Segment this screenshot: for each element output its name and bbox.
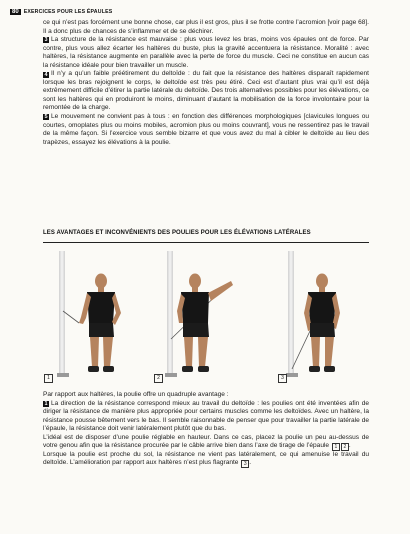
- paragraph-point-4: [43, 70, 369, 113]
- paragraph-text: La direction de la résistance correspond mieux au travail du deltoïde : les poulies ont été inventées afin de diriger la résistance de manière plus appropriée pour certains muscles comme les deltoïdes. Avec un haltère, la résistance pousse bêtement vers le bas. Il semble raisonnable de penser que pour travailler la partie latérale de l’épaule, la résistance doit venir latéralement plutôt que du bas.: [43, 399, 369, 433]
- heading-rule: [43, 242, 369, 243]
- paragraph-low-pulley: Lorsque la poulie est proche du sol, la résistance ne vient pas latéralement, ce qui amenuise le travail du deltoïde. L’amélioration par rapport aux haltères n’est plus flagrante 3 .: [43, 450, 369, 467]
- section-title: EXERCICES POUR LES ÉPAULES: [23, 9, 113, 15]
- figure-label-2: 2: [154, 374, 163, 383]
- point-number-badge: 5: [44, 114, 48, 121]
- paragraph-1: ce qui n’est pas forcément une bonne chose, car plus il est gros, plus il se frotte contre l’acromion [voir page 68]. Il a donc plus de chances de s’inflammer et de se déchirer.: [43, 19, 369, 35]
- point-number-badge: 3: [44, 37, 48, 44]
- point-number-badge: 4: [44, 71, 48, 78]
- paragraph-text: Il n’y a qu’un faible préétirement du deltoïde : du fait que la résistance des haltères disparaît rapidement lorsque les bras rejoignent le corps, le deltoïde est très peu étiré. Ceci est d’autant plus vrai qu’il est déjà extrêmement difficile d’étirer la partie latérale du deltoïde. Des trois alternatives possibles pour les élévations, ce sont les haltères qui en produiront le moins, diminuant d’autant la mobilisation de la force involontaire pour la remontée de la charge.: [43, 70, 369, 112]
- paragraph-text: La structure de la résistance est mauvaise : plus vous levez les bras, moins vos épaules ont de force. Par contre, plus vous allez écarter les haltères du buste, plus la gravité accentuera la résistance. Moralité : avec haltères, la résistance augmente en parallèle avec la perte de force du muscle. Ceci ne constitue en aucun cas la résistance idéale pour bien travailler un muscle.: [43, 36, 369, 69]
- paragraph-point-5: [43, 113, 369, 147]
- exercise-photo-3: [276, 251, 376, 379]
- exercise-photo-1: [43, 251, 143, 379]
- advantages-intro: Par rapport aux haltères, la poulie offre un quadruple avantage :: [43, 391, 229, 398]
- figure-ref: 3: [241, 460, 249, 468]
- section-subheading: LES AVANTAGES ET INCONVÉNIENTS DES POULIES POUR LES ÉLÉVATIONS LATÉRALES: [43, 230, 311, 236]
- running-header: [10, 6, 112, 18]
- paragraph-text: Le mouvement ne convient pas à tous : en fonction des différences morphologiques [clavicules longues ou courtes, omoplates plus ou moins mobiles, acromion plus ou moins couvrant], vous ne ressentirez pas le travail de la même façon. Si l’exercice vous semble bizarre et que vous avez du mal à cibler le deltoïde au lieu des trapèzes, essayez les élévations à la poulie.: [43, 113, 369, 146]
- paragraph-advantage-1: [43, 400, 369, 434]
- bottom-text-block: [43, 391, 369, 468]
- paragraph-point-3: [43, 36, 369, 70]
- page-number: 80: [12, 9, 19, 15]
- point-number-badge: 1: [44, 400, 48, 407]
- paragraph-text: Lorsque la poulie est proche du sol, la résistance ne vient pas latéralement, ce qui amenuise le travail du deltoïde. L’amélioration par rapport aux haltères n’est plus flagrante: [43, 450, 369, 467]
- exercise-photo-2: [153, 251, 253, 379]
- paragraph-text: L’idéal est de disposer d’une poulie réglable en hauteur. Dans ce cas, placez la poulie un peu au-dessus de votre genou afin que la résistance procurée par le câble arrive bien dans l’axe de tirage de l’épaule: [43, 433, 369, 450]
- top-text-block: [43, 19, 369, 147]
- figure-label-3: 3: [278, 374, 287, 383]
- figure-ref: 1: [332, 443, 340, 451]
- figure-label-1: 1: [44, 374, 53, 383]
- paragraph-adjustable-pulley: L’idéal est de disposer d’une poulie réglable en hauteur. Dans ce cas, placez la poulie un peu au-dessus de votre genou afin que la résistance procurée par le câble arrive bien dans l’axe de tirage de l’épaule 1 2 .: [43, 433, 369, 450]
- figure-ref: 2: [341, 443, 349, 451]
